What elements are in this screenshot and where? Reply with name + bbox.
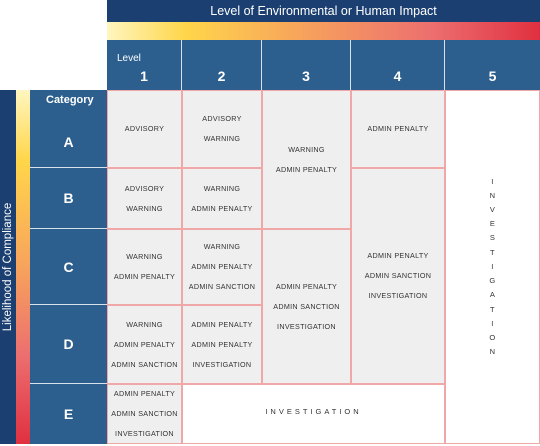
action-text: WARNING [203, 242, 241, 251]
level-header-1 [107, 40, 182, 90]
action-text: ADMIN SANCTION [188, 282, 256, 291]
level-number: 2 [217, 68, 226, 84]
action-text: ADMIN PENALTY [367, 251, 429, 260]
cell-c-1 [107, 229, 182, 305]
level-number: 5 [488, 68, 497, 84]
cell-a-1 [107, 90, 182, 168]
letter: O [489, 332, 496, 342]
level-header-4 [351, 40, 445, 90]
action-text: ADMIN SANCTION [111, 409, 178, 418]
cell-e-1 [107, 384, 182, 444]
category-header-d [30, 305, 107, 384]
cell-level-5 [445, 90, 540, 444]
action-text: WARNING [288, 144, 325, 154]
level-label: Level [117, 53, 141, 64]
action-text: INVESTIGATION [265, 407, 362, 416]
cell-e-2-4 [182, 384, 445, 444]
action-text: ADMIN PENALTY [191, 203, 253, 213]
likelihood-side-label [0, 90, 16, 444]
level-header-5 [445, 40, 540, 90]
category-header-e [30, 384, 107, 444]
impact-header-title: Level of Environmental or Human Impact [210, 4, 437, 18]
action-text: WARNING [126, 319, 163, 329]
cell-ab-3 [262, 90, 351, 229]
letter: E [489, 219, 496, 229]
action-text: INVESTIGATION [277, 321, 336, 331]
action-text: ADMIN PENALTY [113, 339, 176, 349]
action-text: ADMIN PENALTY [367, 124, 429, 133]
action-text: ADVISORY [124, 183, 165, 193]
letter: V [489, 205, 496, 215]
action-text: ADMIN PENALTY [191, 339, 253, 349]
action-text: ADMIN PENALTY [275, 164, 338, 174]
letter: N [489, 190, 496, 200]
category-letter: D [63, 336, 74, 352]
letter: G [489, 276, 496, 286]
action-text: ADMIN PENALTY [191, 319, 253, 329]
letter: T [490, 247, 495, 257]
action-text: WARNING [203, 183, 241, 193]
category-letter: E [63, 406, 74, 422]
category-header-c [30, 229, 107, 305]
action-text: ADMIN PENALTY [113, 272, 176, 281]
level-number: 4 [393, 68, 402, 84]
action-text: WARNING [126, 252, 163, 261]
action-text: ADMIN PENALTY [113, 389, 176, 398]
letter: I [491, 176, 494, 186]
impact-gradient-bar [107, 22, 540, 40]
cell-a-4 [351, 90, 445, 168]
action-text: INVESTIGATION [368, 291, 428, 300]
letter: A [489, 290, 496, 300]
cell-bcd-4 [351, 168, 445, 384]
level-header-3 [262, 40, 351, 90]
cell-d-1 [107, 305, 182, 384]
category-label: Category [46, 94, 94, 106]
action-text: WARNING [126, 203, 163, 213]
action-text: INVESTIGATION [192, 359, 252, 369]
cell-b-1 [107, 168, 182, 229]
level-number: 1 [140, 68, 148, 84]
cell-a-2 [182, 90, 262, 168]
action-text: ADVISORY [124, 124, 165, 133]
category-letter: C [63, 258, 74, 275]
cell-b-2 [182, 168, 262, 229]
category-header-a [30, 90, 107, 168]
action-text: INVESTIGATION [115, 429, 174, 438]
category-letter: B [63, 190, 74, 206]
level-header-2 [182, 40, 262, 90]
letter: N [489, 347, 496, 357]
letter: T [490, 304, 495, 314]
action-text: ADMIN PENALTY [191, 262, 253, 271]
letter: I [491, 261, 494, 271]
category-letter: A [63, 134, 74, 150]
impact-header [107, 0, 540, 22]
cell-d-2 [182, 305, 262, 384]
action-text: ADMIN SANCTION [364, 271, 432, 280]
action-text: ADMIN PENALTY [275, 281, 338, 291]
category-header-b [30, 168, 107, 229]
action-text: ADVISORY [202, 114, 242, 123]
likelihood-title: Likelihood of Compliance [2, 202, 14, 332]
cell-cd-3 [262, 229, 351, 384]
likelihood-gradient-bar [16, 90, 30, 444]
action-text: WARNING [203, 134, 241, 143]
letter: I [491, 318, 494, 328]
letter: S [489, 233, 496, 243]
cell-c-2 [182, 229, 262, 305]
action-text: ADMIN SANCTION [273, 301, 340, 311]
level-number: 3 [302, 68, 310, 84]
action-text: ADMIN SANCTION [111, 359, 178, 369]
